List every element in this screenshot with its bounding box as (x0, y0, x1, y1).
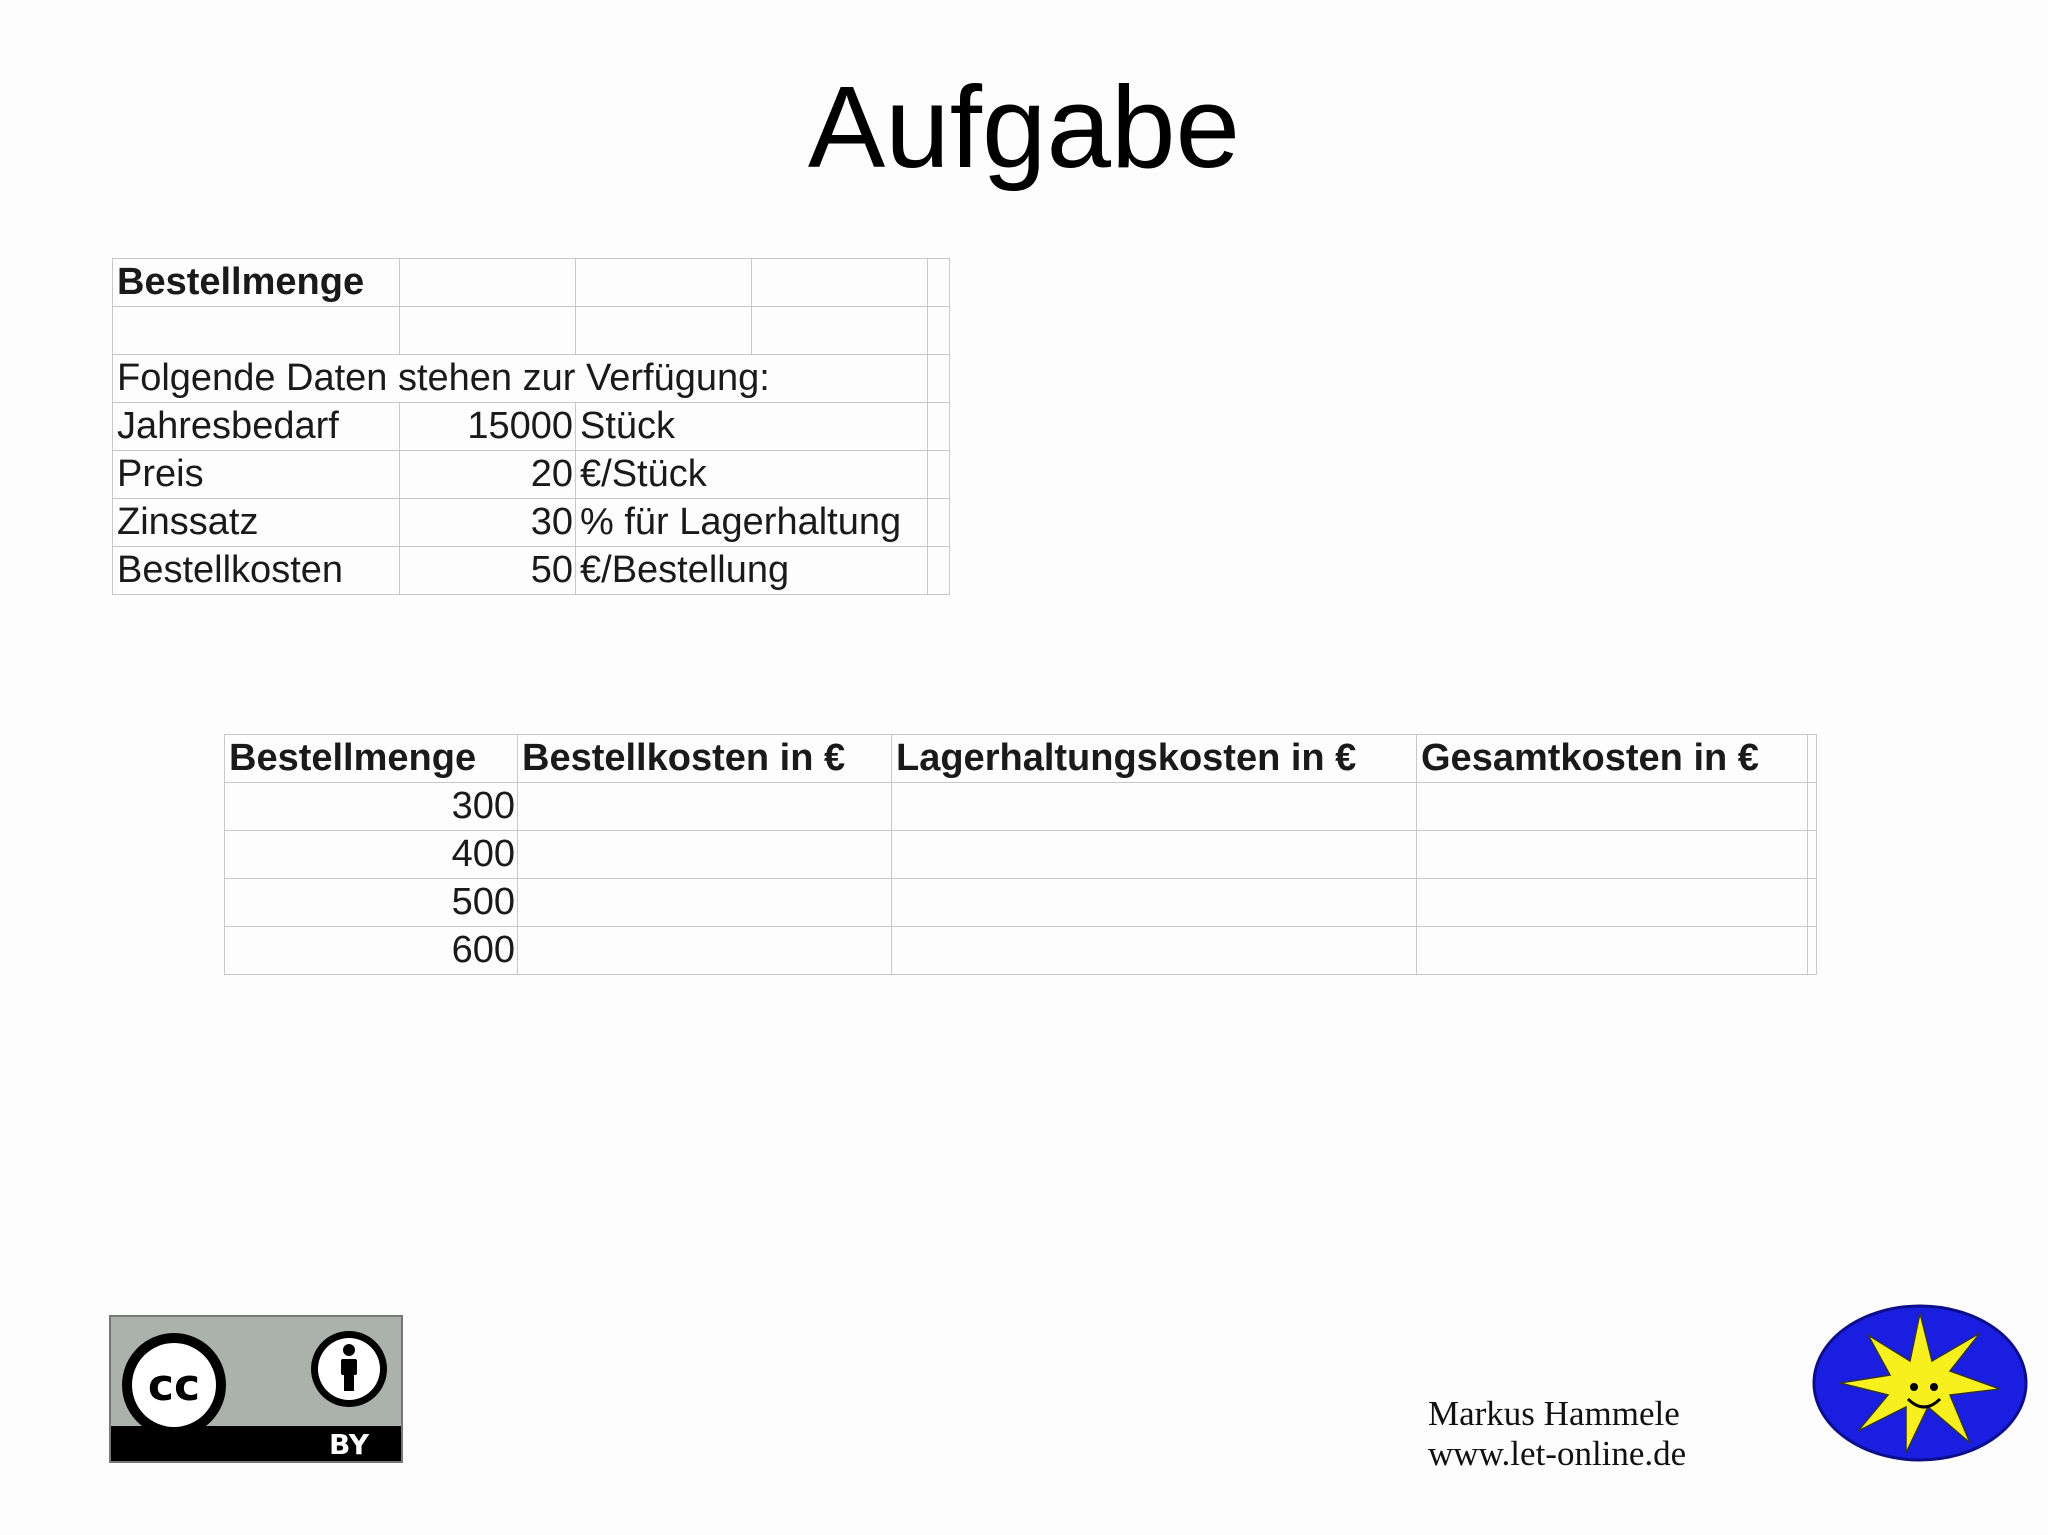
empty-cell (928, 547, 950, 595)
empty-cell (892, 831, 1417, 879)
empty-cell (113, 307, 400, 355)
empty-cell (518, 879, 892, 927)
table-row (225, 927, 1817, 975)
table-row (225, 831, 1817, 879)
empty-cell (892, 783, 1417, 831)
value-cell: 50 (400, 547, 576, 595)
empty-cell (752, 259, 928, 307)
unit-cell: Stück (576, 403, 928, 451)
value-cell: 30 (400, 499, 576, 547)
value-cell: 15000 (400, 403, 576, 451)
author-block (1428, 1394, 1686, 1474)
cc-by-license-badge (109, 1315, 403, 1463)
empty-cell (752, 307, 928, 355)
cost-calculation-table (224, 734, 1817, 975)
author-website: www.let-online.de (1428, 1434, 1687, 1473)
table-row (113, 451, 950, 499)
empty-cell (576, 259, 752, 307)
column-header: Bestellmenge (225, 735, 518, 783)
empty-cell (1808, 879, 1817, 927)
empty-cell (518, 783, 892, 831)
value-cell: 20 (400, 451, 576, 499)
page-title: Aufgabe (807, 62, 1241, 192)
cc-by-icon (111, 1317, 401, 1461)
empty-cell (518, 831, 892, 879)
empty-cell (928, 355, 950, 403)
given-data-table (112, 258, 950, 595)
empty-cell (892, 927, 1417, 975)
empty-cell (928, 499, 950, 547)
unit-cell: % für Lagerhaltung (576, 499, 928, 547)
column-header: Lagerhaltungskosten in € (892, 735, 1417, 783)
label-cell: Jahresbedarf (113, 403, 400, 451)
quantity-cell: 300 (225, 783, 518, 831)
license-label: BY (328, 1428, 370, 1461)
empty-cell (576, 307, 752, 355)
unit-cell: €/Stück (576, 451, 928, 499)
intro-cell: Folgende Daten stehen zur Verfügung: (113, 355, 928, 403)
sun-logo-icon (1810, 1303, 2030, 1463)
empty-cell (400, 259, 576, 307)
empty-cell (928, 403, 950, 451)
table-row (113, 403, 950, 451)
empty-cell (1417, 831, 1808, 879)
table-row (225, 879, 1817, 927)
svg-text:cc: cc (147, 1360, 201, 1411)
empty-cell (1808, 735, 1817, 783)
table-row (113, 499, 950, 547)
empty-cell (928, 307, 950, 355)
empty-cell (928, 451, 950, 499)
author-name: Markus Hammele (1428, 1394, 1680, 1433)
quantity-cell: 400 (225, 831, 518, 879)
empty-cell (928, 259, 950, 307)
table-row (225, 783, 1817, 831)
unit-cell: €/Bestellung (576, 547, 928, 595)
empty-cell (1808, 831, 1817, 879)
table-row (113, 307, 950, 355)
table-row (113, 355, 950, 403)
table-row (113, 547, 950, 595)
empty-cell (1417, 927, 1808, 975)
table-row (113, 259, 950, 307)
empty-cell (892, 879, 1417, 927)
column-header: Bestellkosten in € (518, 735, 892, 783)
column-header: Gesamtkosten in € (1417, 735, 1808, 783)
table-header-row (225, 735, 1817, 783)
label-cell: Preis (113, 451, 400, 499)
empty-cell (518, 927, 892, 975)
label-cell: Zinssatz (113, 499, 400, 547)
empty-cell (1808, 783, 1817, 831)
quantity-cell: 500 (225, 879, 518, 927)
label-cell: Bestellkosten (113, 547, 400, 595)
empty-cell (1417, 783, 1808, 831)
empty-cell (400, 307, 576, 355)
quantity-cell: 600 (225, 927, 518, 975)
empty-cell (1417, 879, 1808, 927)
heading-cell: Bestellmenge (113, 259, 400, 307)
empty-cell (1808, 927, 1817, 975)
